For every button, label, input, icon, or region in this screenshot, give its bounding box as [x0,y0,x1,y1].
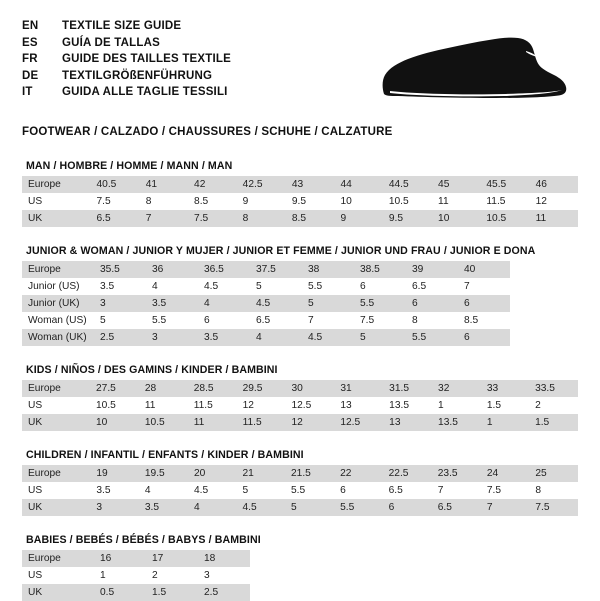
row-label: Woman (US) [22,312,94,329]
cell: 10.5 [480,210,529,227]
table-row [22,312,510,329]
section-kids [22,364,578,431]
cell: 31 [334,380,383,397]
cell: 6 [334,482,383,499]
cell: 6 [458,295,510,312]
cell: 13.5 [383,397,432,414]
cell: 10.5 [383,193,432,210]
row-label: US [22,482,90,499]
size-table-babies [22,550,250,601]
language-row [22,68,231,85]
cell: 11 [188,414,237,431]
section-children [22,449,578,516]
cell: 29.5 [237,380,286,397]
cell: 7 [302,312,354,329]
cell: 4.5 [302,329,354,346]
section-title-children: CHILDREN / INFANTIL / ENFANTS / KINDER / BAMBINI [26,449,304,461]
cell: 8 [237,210,286,227]
cell: 5.5 [285,482,334,499]
row-label: Europe [22,261,94,278]
language-title: GUÍA DE TALLAS [62,36,160,49]
cell: 32 [432,380,481,397]
row-label: UK [22,584,94,601]
cell: 1.5 [481,397,529,414]
cell: 8.5 [458,312,510,329]
row-label: UK [22,499,90,516]
dress-shoe-icon [372,26,572,112]
language-title: GUIDA ALLE TAGLIE TESSILI [62,86,228,99]
row-label: US [22,397,90,414]
cell: 5 [354,329,406,346]
cell: 5.5 [334,499,383,516]
section-junior-woman [22,245,578,346]
cell: 39 [406,261,458,278]
cell: 7 [458,278,510,295]
cell: 3 [90,499,139,516]
language-title-body [22,18,231,101]
cell: 5.5 [302,278,354,295]
cell: 1 [432,397,481,414]
cell: 38 [302,261,354,278]
cell: 7 [432,482,481,499]
cell: 5 [285,499,334,516]
cell: 4 [250,329,302,346]
cell: 2 [529,397,578,414]
language-code: DE [22,69,39,82]
cell: 12 [237,397,286,414]
language-row [22,51,231,68]
section-title-babies: BABIES / BEBÉS / BÉBÉS / BABYS / BAMBINI [26,534,261,546]
cell: 10.5 [139,414,188,431]
cell: 10 [90,414,139,431]
cell: 8.5 [188,193,237,210]
cell: 44.5 [383,176,432,193]
size-table-kids [22,380,578,431]
cell: 7.5 [529,499,578,516]
table-row [22,210,578,227]
cell: 9.5 [383,210,432,227]
cell: 11.5 [188,397,237,414]
cell: 22.5 [383,465,432,482]
cell: 27.5 [90,380,139,397]
cell: 3.5 [146,295,198,312]
language-code: EN [22,20,39,32]
language-row [22,84,231,101]
cell: 41 [140,176,188,193]
cell: 40.5 [90,176,139,193]
table-row [22,193,578,210]
size-table-junior-woman [22,261,510,346]
cell: 19 [90,465,139,482]
cell: 12.5 [334,414,383,431]
row-label: UK [22,210,90,227]
cell: 40 [458,261,510,278]
row-label: Woman (UK) [22,329,94,346]
cell: 36.5 [198,261,250,278]
cell: 42 [188,176,237,193]
cell: 45 [432,176,480,193]
cell: 7.5 [90,193,139,210]
cell: 6.5 [90,210,139,227]
table-row [22,465,578,482]
cell: 1.5 [146,584,198,601]
cell: 0.5 [94,584,146,601]
table-row [22,550,250,567]
table-row [22,176,578,193]
cell: 3 [146,329,198,346]
cell: 12.5 [285,397,334,414]
cell: 42.5 [237,176,286,193]
cell: 7 [140,210,188,227]
cell: 31.5 [383,380,432,397]
cell: 23.5 [432,465,481,482]
cell: 3 [94,295,146,312]
cell: 2.5 [198,584,250,601]
cell: 3.5 [90,482,139,499]
language-row [22,35,231,52]
cell: 4.5 [198,278,250,295]
cell: 35.5 [94,261,146,278]
row-label: Junior (US) [22,278,94,295]
cell: 4.5 [250,295,302,312]
cell: 36 [146,261,198,278]
cell: 7.5 [354,312,406,329]
section-babies [22,534,578,601]
cell: 4 [198,295,250,312]
cell: 6.5 [432,499,481,516]
cell: 33.5 [529,380,578,397]
cell: 25 [529,465,578,482]
cell: 13 [383,414,432,431]
cell: 13.5 [432,414,481,431]
cell: 6 [458,329,510,346]
size-table-children [22,465,578,516]
cell: 5 [94,312,146,329]
cell: 2 [146,567,198,584]
row-label: UK [22,414,90,431]
row-label: Europe [22,550,94,567]
cell: 28.5 [188,380,237,397]
table-row [22,397,578,414]
cell: 16 [94,550,146,567]
language-code: ES [22,36,38,49]
cell: 10 [432,210,480,227]
cell: 11.5 [480,193,529,210]
cell: 11 [432,193,480,210]
cell: 10.5 [90,397,139,414]
cell: 4 [188,499,237,516]
table-row [22,329,510,346]
cell: 21 [236,465,285,482]
table-row [22,567,250,584]
cell: 45.5 [480,176,529,193]
section-title-junior-woman: JUNIOR & WOMAN / JUNIOR Y MUJER / JUNIOR ET FEMME / JUNIOR UND FRAU / JUNIOR E DONA [26,245,536,257]
cell: 6 [354,278,406,295]
size-table-man [22,176,578,227]
language-title-list [22,18,231,101]
cell: 3 [198,567,250,584]
cell: 9 [335,210,383,227]
cell: 6.5 [250,312,302,329]
cell: 3.5 [94,278,146,295]
table-row [22,380,578,397]
table-row [22,414,578,431]
cell: 10 [335,193,383,210]
row-label: Europe [22,465,90,482]
cell: 21.5 [285,465,334,482]
cell: 9.5 [286,193,335,210]
language-title: GUIDE DES TAILLES TEXTILE [62,53,231,66]
cell: 22 [334,465,383,482]
table-row [22,295,510,312]
document-header [22,18,578,112]
cell: 5.5 [406,329,458,346]
language-row [22,18,231,35]
cell: 7 [481,499,530,516]
row-label: US [22,193,90,210]
section-man [22,160,578,227]
table-row [22,261,510,278]
cell: 2.5 [94,329,146,346]
cell: 44 [335,176,383,193]
cell: 12 [530,193,578,210]
cell: 37.5 [250,261,302,278]
cell: 30 [285,380,334,397]
cell: 4.5 [236,499,285,516]
language-title: TEXTILE SIZE GUIDE [62,20,182,32]
row-label: Europe [22,176,90,193]
table-row [22,482,578,499]
cell: 46 [530,176,578,193]
cell: 4 [146,278,198,295]
cell: 5.5 [146,312,198,329]
cell: 38.5 [354,261,406,278]
cell: 6 [198,312,250,329]
cell: 1 [481,414,529,431]
table-row [22,584,250,601]
cell: 6 [383,499,432,516]
cell: 17 [146,550,198,567]
cell: 5 [302,295,354,312]
cell: 5 [236,482,285,499]
cell: 13 [334,397,383,414]
cell: 5 [250,278,302,295]
cell: 8 [140,193,188,210]
section-title-man: MAN / HOMBRE / HOMME / MANN / MAN [26,160,233,172]
cell: 6.5 [383,482,432,499]
cell: 11.5 [237,414,286,431]
cell: 9 [237,193,286,210]
table-row [22,278,510,295]
cell: 19.5 [139,465,188,482]
cell: 7.5 [481,482,530,499]
section-title-kids: KIDS / NIÑOS / DES GAMINS / KINDER / BAMBINI [26,364,278,376]
row-label: Europe [22,380,90,397]
cell: 11 [530,210,578,227]
cell: 8 [406,312,458,329]
language-code: IT [22,86,33,99]
cell: 4.5 [188,482,237,499]
cell: 6 [406,295,458,312]
cell: 5.5 [354,295,406,312]
table-row [22,499,578,516]
cell: 12 [285,414,334,431]
cell: 33 [481,380,529,397]
cell: 8 [529,482,578,499]
cell: 3.5 [198,329,250,346]
cell: 4 [139,482,188,499]
cell: 43 [286,176,335,193]
cell: 1.5 [529,414,578,431]
row-label: Junior (UK) [22,295,94,312]
cell: 28 [139,380,188,397]
cell: 7.5 [188,210,237,227]
cell: 24 [481,465,530,482]
language-code: FR [22,53,38,66]
cell: 18 [198,550,250,567]
footwear-category-line: FOOTWEAR / CALZADO / CHAUSSURES / SCHUHE / CALZATURE [22,126,393,138]
cell: 6.5 [406,278,458,295]
row-label: US [22,567,94,584]
cell: 1 [94,567,146,584]
cell: 11 [139,397,188,414]
cell: 20 [188,465,237,482]
language-title: TEXTILGRÖßENFÜHRUNG [62,69,213,82]
cell: 3.5 [139,499,188,516]
cell: 8.5 [286,210,335,227]
